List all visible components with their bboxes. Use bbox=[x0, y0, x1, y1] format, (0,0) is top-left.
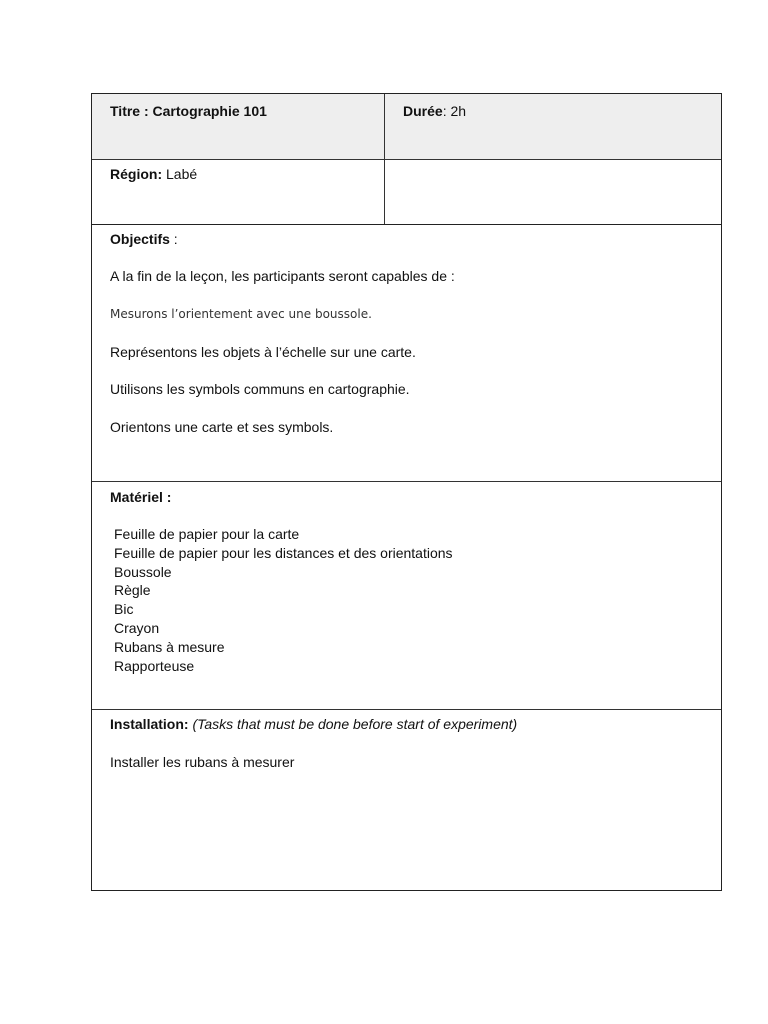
installation-heading bbox=[110, 715, 517, 733]
title-field: Titre : Cartographie 101 bbox=[110, 103, 267, 119]
lesson-plan-table bbox=[91, 93, 722, 891]
objective-item: Représentons les objets à l’échelle sur une carte. bbox=[110, 344, 416, 360]
installation-section bbox=[92, 710, 721, 890]
duration-label: Durée bbox=[403, 103, 443, 119]
objective-item: Utilisons les symbols communs en cartographie. bbox=[110, 381, 410, 397]
material-item: Rubans à mesure bbox=[114, 638, 225, 655]
objectives-intro: A la fin de la leçon, les participants seront capables de : bbox=[110, 268, 455, 284]
region-row bbox=[92, 160, 721, 225]
material-item: Règle bbox=[114, 582, 151, 599]
column-divider bbox=[384, 94, 385, 159]
material-item: Rapporteuse bbox=[114, 657, 195, 674]
region-field bbox=[110, 165, 197, 183]
objective-item: Orientons une carte et ses symbols. bbox=[110, 419, 334, 435]
installation-note: (Tasks that must be done before start of experiment) bbox=[192, 716, 518, 732]
material-item: Crayon bbox=[114, 619, 160, 636]
region-value: Labé bbox=[162, 166, 198, 182]
duration-field bbox=[403, 102, 466, 120]
region-label: Région: bbox=[110, 166, 163, 182]
material-section bbox=[92, 482, 721, 710]
material-item: Boussole bbox=[114, 563, 172, 580]
objectives-label-suffix: : bbox=[169, 231, 178, 247]
header-row bbox=[92, 94, 721, 160]
installation-label: Installation: bbox=[110, 716, 189, 732]
material-item: Feuille de papier pour les distances et des orientations bbox=[114, 544, 453, 561]
objectives-heading bbox=[110, 230, 178, 248]
material-list bbox=[114, 525, 453, 675]
duration-value: : 2h bbox=[442, 103, 467, 119]
objective-item: Mesurons l’orientement avec une boussole. bbox=[110, 307, 372, 321]
material-item: Feuille de papier pour la carte bbox=[114, 526, 300, 542]
objectives-section bbox=[92, 225, 721, 482]
material-item: Bic bbox=[114, 601, 134, 618]
column-divider bbox=[384, 160, 385, 224]
objectives-label: Objectifs bbox=[110, 231, 170, 247]
material-heading: Matériel : bbox=[110, 489, 172, 505]
installation-text: Installer les rubans à mesurer bbox=[110, 754, 295, 770]
